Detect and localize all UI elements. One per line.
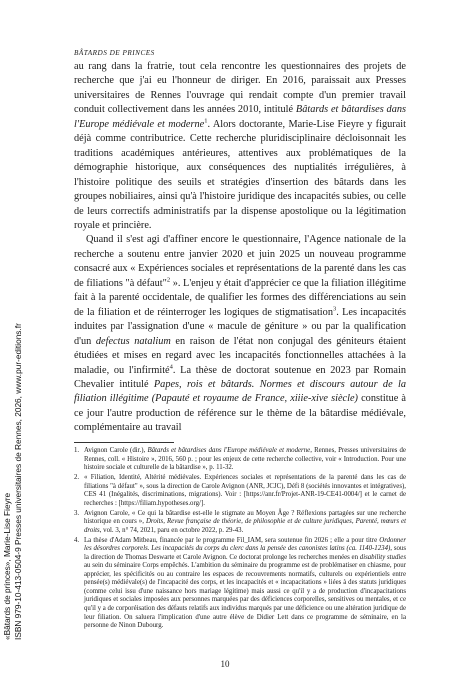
- footnote-2: 2. « Filiation, Identité, Altérité médiévales. Expériences sociales et représentations de la parenté dans les cas de filiations "à défaut" », sous la direction de Carole Avignon (ANR, JCJC), Défi 8 (sociétés innovantes et intégratives), CES 41 (Inégalités, discriminations, migrations). Voir : [https://anr.fr/Projet-ANR-19-CE41-0004/] et le carnet de recherches : [https://filiam.hypotheses.org/].: [74, 474, 406, 507]
- page-number: 10: [220, 659, 230, 669]
- latin-term: defectus natalium: [95, 335, 171, 347]
- side-note-line-1: «Bâtards de princes», Marie-Lise Fieyre: [2, 492, 12, 640]
- side-note-line-2: ISBN 979-10-413-0504-9 Presses universitaires de Rennes, 2026, www.pur-editions.fr: [12, 323, 23, 640]
- footnote-1: 1. Avignon Carole (dir.), Bâtards et bâtardises dans l'Europe médiévale et moderne, Rennes, Presses universitaires de Rennes, coll. « Histoire », 2016, 560 p. ; pour les enjeux de cette recherche collective, voir « Introduction. Pour une histoire sociale et culturelle de la bâtardise », p. 11-32.: [74, 447, 406, 472]
- thesis-title: Papes, rois et bâtards. Normes et discours autour de la filiation illégitime (Papauté et royaume de France, xiiie-xive siècle): [74, 378, 406, 405]
- footnote-separator: [74, 442, 174, 443]
- copyright-side-note: [2, 260, 46, 640]
- footnote-ref-2[interactable]: 2: [166, 276, 171, 284]
- footnote-ref-4[interactable]: 4: [169, 363, 173, 371]
- footnote-ref-1[interactable]: 1: [204, 117, 208, 125]
- footnote-3: 3. Avignon Carole, « Ce qui la bâtardise est-elle le stigmate au Moyen Âge ? Réflexions partagées sur une recherche historique en cours », Droits, Revue française de théorie, de philosophie et de culture juridiques, Parenté, mœurs et droits, vol. 3, n° 74, 2021, paru en octobre 2022, p. 29-43.: [74, 509, 406, 534]
- running-head: BÂTARDS DE PRINCES: [74, 49, 155, 57]
- main-text: [74, 60, 406, 436]
- footnotes: [74, 447, 406, 632]
- book-title: Bâtards et bâtardises dans l'Europe médiévale et moderne: [74, 104, 407, 130]
- footnote-ref-3[interactable]: 3: [332, 305, 337, 313]
- footnote-4: 4. La thèse d'Adam Mitbeau, financée par le programme Fil_IAM, sera soutenue fin 2026 ; elle a pour titre Ordonner les désordres corporels. Les incapacités du corps du clerc dans la pensée des canonistes latins (ca. 1140-1234), sous la direction de Thomas Deswarte et Carole Avignon. Ce doctorat prolonge les recherches menées en disability studies au sein du séminaire Corps empêchés. L'ambition du séminaire du programme est de problématiser en chiasme, pour apprécier, les spécificités ou au contraire les espaces de recouvrements normatifs, culturels ou expérientiels entre pensée(s) médiévale(s) de l'incapacité des corps, et les incapacités et « incapacitations » liées à des statuts juridiques (comme celui issu d'une naissance hors mariage légitime) mais aussi ce qu'il y a de production d'incapacitations juridiques et sociales imposées aux personnes marquées par des déficiences corporelles, sensitives ou mentales, et ce qu'il y a de corporéisation des défauts relatifs aux individus marqués par une déficience ou une altération juridique de leur filiation. On saluera l'implication d'une autre élève de Didier Lett dans ce programme de séminaire, en la personne de Ninon Dubourg.: [74, 536, 406, 630]
- paragraph-2: Quand il s'est agi d'affiner encore le questionnaire, l'Agence nationale de la recherche a soutenu entre janvier 2020 et juin 2025 un nouveau programme consacré aux « Expériences sociales et représentations de la parenté dans les cas de filiations "à défaut"$^2$ ». L'enjeu y était d'apprécier ce que la filiation illégitime fait à la parenté occidentale, de qualifier les formes des différenciations au sein de la filiation et de réinterroger les logiques de stigmatisation$^3$. Les incapacités induites par l'assignation d'une « macule de géniture » ou par la qualification d'un defectus natalium en raison de l'état non conjugal des géniteurs étaient étudiées et mises en regard avec les incapacités fonctionnelles attachées à la maladie, ou l'infirmité$^4$. La thèse de doctorat soutenue en 2023 par Romain Chevalier intitulé Papes, rois et bâtards. Normes et discours autour de la filiation illégitime (Papauté et royaume de France, xiiie-xive siècle) constitue à ce jour l'autre production de référence sur le thème de la bâtardise médiévale, complémentaire au travail: [74, 234, 407, 434]
- paragraph-1: au rang dans la fratrie, tout cela rencontre les questionnaires des projets de recherche que j'ai eu l'honneur de diriger. En 2016, paraissait aux Presses universitaires de Rennes l'ouvrage qui rendait compte d'un premier travail conduit collectivement dans les années 2010, intitulé Bâtards et bâtardises dans l'Europe médiévale et moderne$^1$. Alors doctorante, Marie-Lise Fieyre y figurait déjà comme contributrice. Cette recherche pluridisciplinaire décloisonnait les traditions académiques antérieures, attentives aux problématiques de la démographie historique, aux conséquences des nuptialités irrégulières, à l'histoire politique des seuils et stratégies d'insertion des bâtards dans les groupes nobiliaires, ainsi qu'à l'histoire juridique des incapacités subies, ou celle de leurs correctifs administratifs par la dispense apostolique ou la légitimation royale et princière.: [74, 61, 407, 231]
